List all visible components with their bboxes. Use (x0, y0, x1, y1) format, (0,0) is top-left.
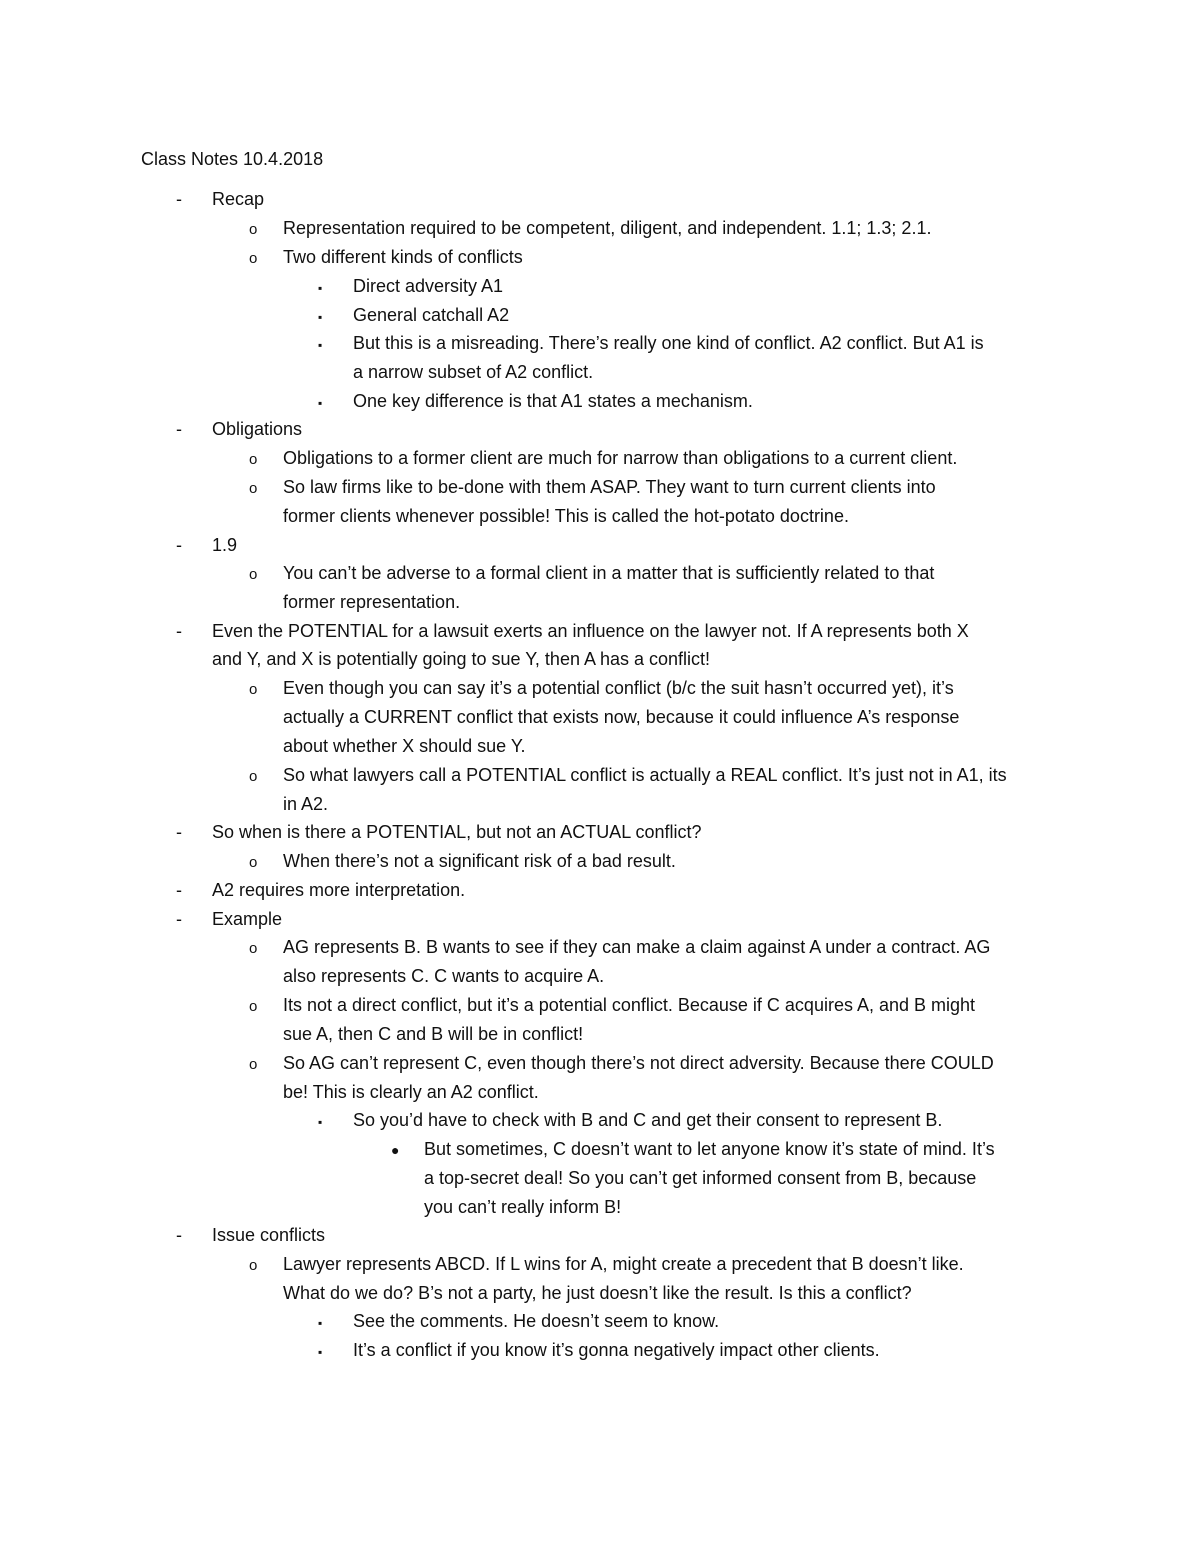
list-item-text: former clients whenever possible! This is called the hot-potato doctrine. (283, 506, 849, 526)
list-item-text: former representation. (283, 592, 461, 612)
square-bullet: ▪ (318, 396, 323, 410)
list-item-text: You can’t be adverse to a formal client in a matter that is sufficiently related to that (283, 563, 935, 583)
circle-bullet: o (249, 451, 258, 468)
list-item-text: So what lawyers call a POTENTIAL conflict is actually a REAL conflict. It’s just not in A1, its (283, 765, 1007, 785)
list-item-text: Direct adversity A1 (353, 276, 504, 296)
list-item-text: But sometimes, C doesn’t want to let anyone know it’s state of mind. It’s (424, 1139, 995, 1159)
dash-bullet: - (176, 621, 182, 641)
list-item-text: a top-secret deal! So you can’t get informed consent from B, because (424, 1168, 977, 1188)
list-item-text: Two different kinds of conflicts (283, 247, 523, 267)
dash-bullet: - (176, 189, 182, 209)
list-item-text: So AG can’t represent C, even though there’s not direct adversity. Because there COULD (283, 1053, 994, 1073)
list-item-text: Example (212, 909, 283, 929)
list-item-text: also represents C. C wants to acquire A. (283, 966, 605, 986)
list-item-text: So when is there a POTENTIAL, but not an ACTUAL conflict? (212, 822, 702, 842)
list-item-text: and Y, and X is potentially going to sue Y, then A has a conflict! (212, 649, 711, 669)
dash-bullet: - (176, 909, 182, 929)
dash-bullet: - (176, 822, 182, 842)
circle-bullet: o (249, 1056, 258, 1073)
circle-bullet: o (249, 480, 258, 497)
square-bullet: ▪ (318, 1316, 323, 1330)
list-item-text: about whether X should sue Y. (283, 736, 526, 756)
list-item-text: A2 requires more interpretation. (212, 880, 466, 900)
list-item-text: Even though you can say it’s a potential conflict (b/c the suit hasn’t occurred yet), it’s (283, 678, 954, 698)
list-item-text: General catchall A2 (353, 305, 510, 325)
square-bullet: ▪ (318, 1345, 323, 1359)
list-item-text: Obligations to a former client are much for narrow than obligations to a current client. (283, 448, 958, 468)
list-item-text: 1.9 (212, 535, 238, 555)
list-item-text: you can’t really inform B! (424, 1197, 622, 1217)
circle-bullet: o (249, 250, 258, 267)
square-bullet: ▪ (318, 338, 323, 352)
square-bullet: ▪ (318, 310, 323, 324)
dash-bullet: - (176, 535, 182, 555)
circle-bullet: o (249, 768, 258, 785)
list-item-text: actually a CURRENT conflict that exists now, because it could influence A’s response (283, 707, 960, 727)
list-item-text: Lawyer represents ABCD. If L wins for A, might create a precedent that B doesn’t like. (283, 1254, 964, 1274)
circle-bullet: o (249, 681, 258, 698)
list-item-text: See the comments. He doesn’t seem to know. (353, 1311, 720, 1331)
list-item-text: When there’s not a significant risk of a bad result. (283, 851, 676, 871)
circle-bullet: o (249, 221, 258, 238)
circle-bullet: o (249, 940, 258, 957)
list-item-text: Obligations (212, 419, 303, 439)
list-item-text: So law firms like to be-done with them ASAP. They want to turn current clients into (283, 477, 936, 497)
list-item-text: It’s a conflict if you know it’s gonna negatively impact other clients. (353, 1340, 880, 1360)
circle-bullet: o (249, 998, 258, 1015)
list-item-text: AG represents B. B wants to see if they can make a claim against A under a contract. AG (283, 937, 991, 957)
circle-bullet: o (249, 1257, 258, 1274)
circle-bullet: o (249, 854, 258, 871)
list-item-text: in A2. (283, 794, 329, 814)
dash-bullet: - (176, 1225, 182, 1245)
document-title: Class Notes 10.4.2018 (141, 149, 324, 169)
list-item-text: Issue conflicts (212, 1225, 326, 1245)
list-item-text: One key difference is that A1 states a mechanism. (353, 391, 753, 411)
dash-bullet: - (176, 880, 182, 900)
list-item-text: be! This is clearly an A2 conflict. (283, 1082, 539, 1102)
list-item-text: Even the POTENTIAL for a lawsuit exerts an influence on the lawyer not. If A represents both X (212, 621, 969, 641)
list-item-text: Representation required to be competent, diligent, and independent. 1.1; 1.3; 2.1. (283, 218, 932, 238)
square-bullet: ▪ (318, 1115, 323, 1129)
square-bullet: ▪ (318, 281, 323, 295)
list-item-text: So you’d have to check with B and C and get their consent to represent B. (353, 1110, 943, 1130)
round-bullet: ● (391, 1142, 400, 1158)
list-item-text: Recap (212, 189, 265, 209)
list-item-text: a narrow subset of A2 conflict. (353, 362, 594, 382)
list-item-text: But this is a misreading. There’s really one kind of conflict. A2 conflict. But A1 is (353, 333, 984, 353)
list-item-text: sue A, then C and B will be in conflict! (283, 1024, 584, 1044)
circle-bullet: o (249, 566, 258, 583)
list-item-text: What do we do? B’s not a party, he just doesn’t like the result. Is this a conflict? (283, 1283, 912, 1303)
list-item-text: Its not a direct conflict, but it’s a potential conflict. Because if C acquires A, and B might (283, 995, 976, 1015)
dash-bullet: - (176, 419, 182, 439)
